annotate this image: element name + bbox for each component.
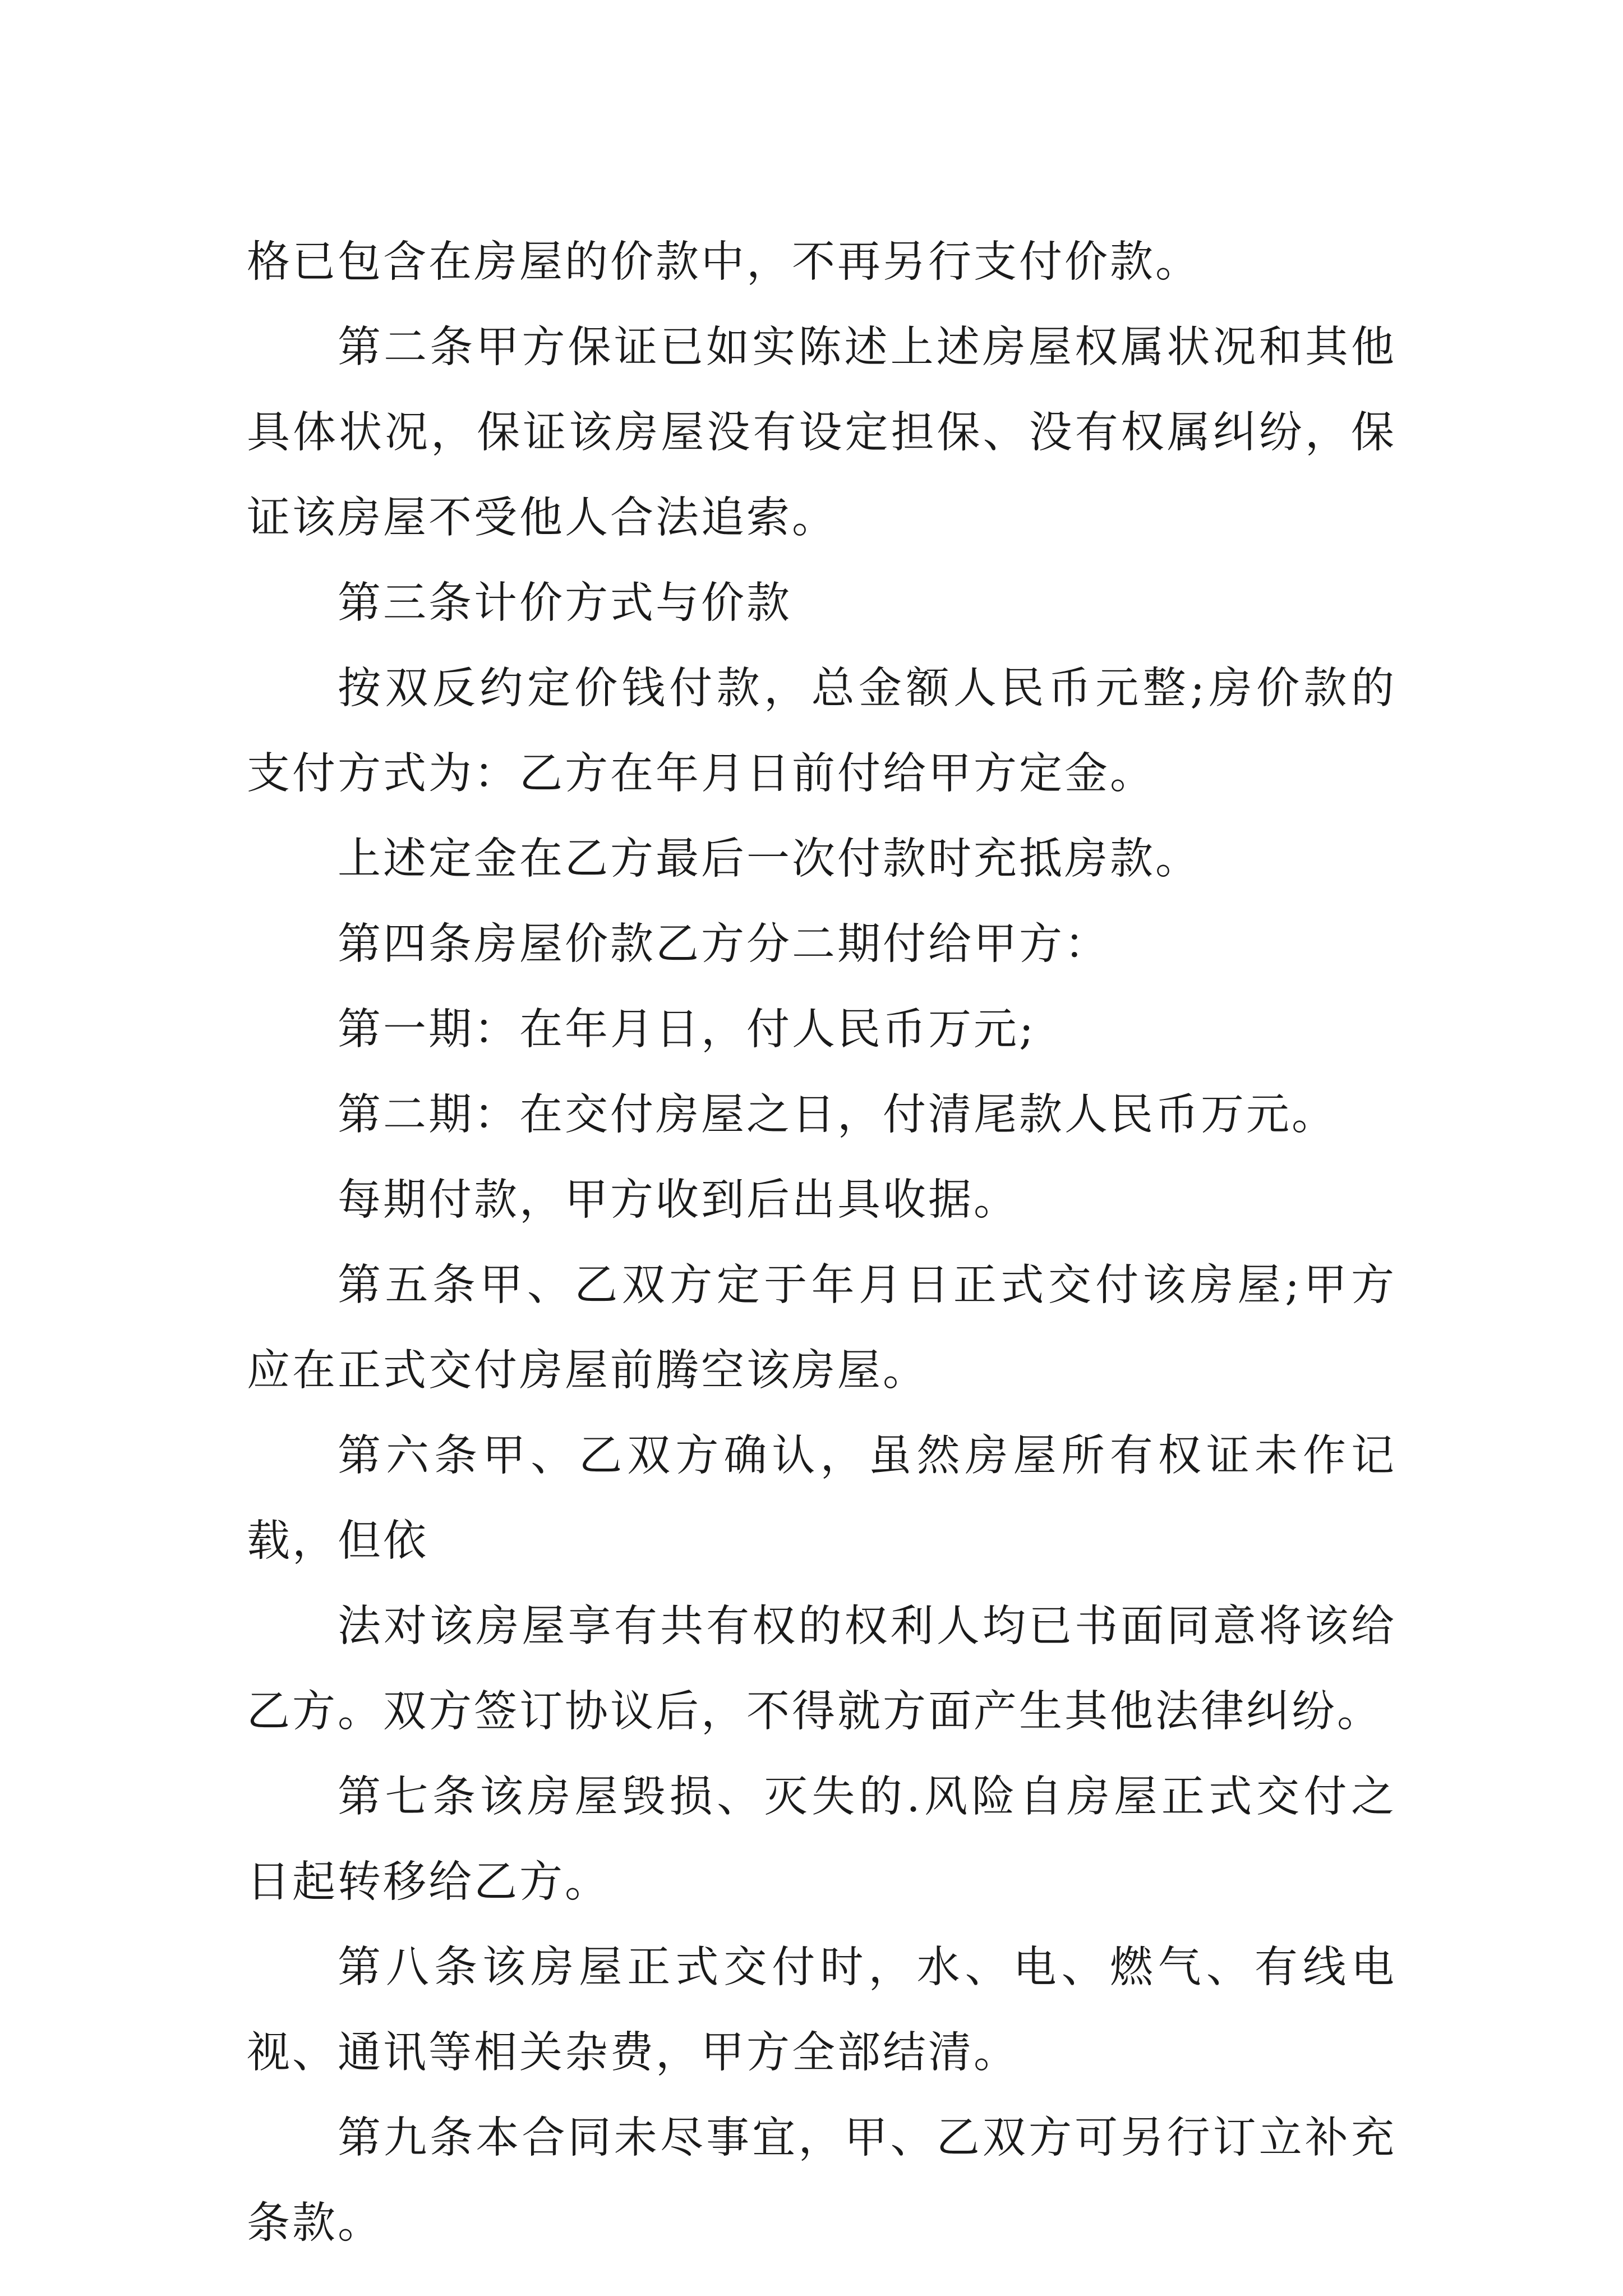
paragraph-10: 第五条甲、乙双方定于年月日正式交付该房屋;甲方应在正式交付房屋前腾空该房屋。	[247, 1260, 1396, 1396]
paragraph-3: 第三条计价方式与价款	[338, 578, 792, 628]
paragraph-2: 第二条甲方保证已如实陈述上述房屋权属状况和其他具体状况，保证该房屋没有设定担保、没有权属纠纷，保证该房屋不受他人合法追索。	[247, 323, 1396, 543]
paragraph-6: 第四条房屋价款乙方分二期付给甲方：	[338, 919, 1110, 969]
paragraph-1: 格已包含在房屋的价款中，不再另行支付价款。	[247, 237, 1201, 287]
paragraph-7: 第一期：在年月日，付人民币万元;	[338, 1005, 1036, 1055]
paragraph-4: 按双反约定价钱付款，总金额人民币元整;房价款的支付方式为：乙方在年月日前付给甲方定金。	[247, 664, 1396, 799]
paragraph-15: 第九条本合同未尽事宜，甲、乙双方可另行订立补充条款。	[247, 2113, 1396, 2248]
paragraph-9: 每期付款，甲方收到后出具收据。	[338, 1175, 1019, 1225]
paragraph-14: 第八条该房屋正式交付时，水、电、燃气、有线电视、通讯等相关杂费，甲方全部结清。	[247, 1943, 1396, 2078]
paragraph-11: 第六条甲、乙双方确认，虽然房屋所有权证未作记载，但依	[247, 1431, 1396, 1566]
paragraph-12: 法对该房屋享有共有权的权利人均已书面同意将该给乙方。双方签订协议后，不得就方面产生其他法律纠纷。	[247, 1602, 1396, 1737]
paragraph-5: 上述定金在乙方最后一次付款时充抵房款。	[338, 834, 1201, 884]
paragraph-13: 第七条该房屋毁损、灭失的.风险自房屋正式交付之日起转移给乙方。	[247, 1772, 1396, 1907]
paragraph-8: 第二期：在交付房屋之日，付清尾款人民币万元。	[338, 1090, 1337, 1140]
document-body	[247, 220, 1396, 2266]
